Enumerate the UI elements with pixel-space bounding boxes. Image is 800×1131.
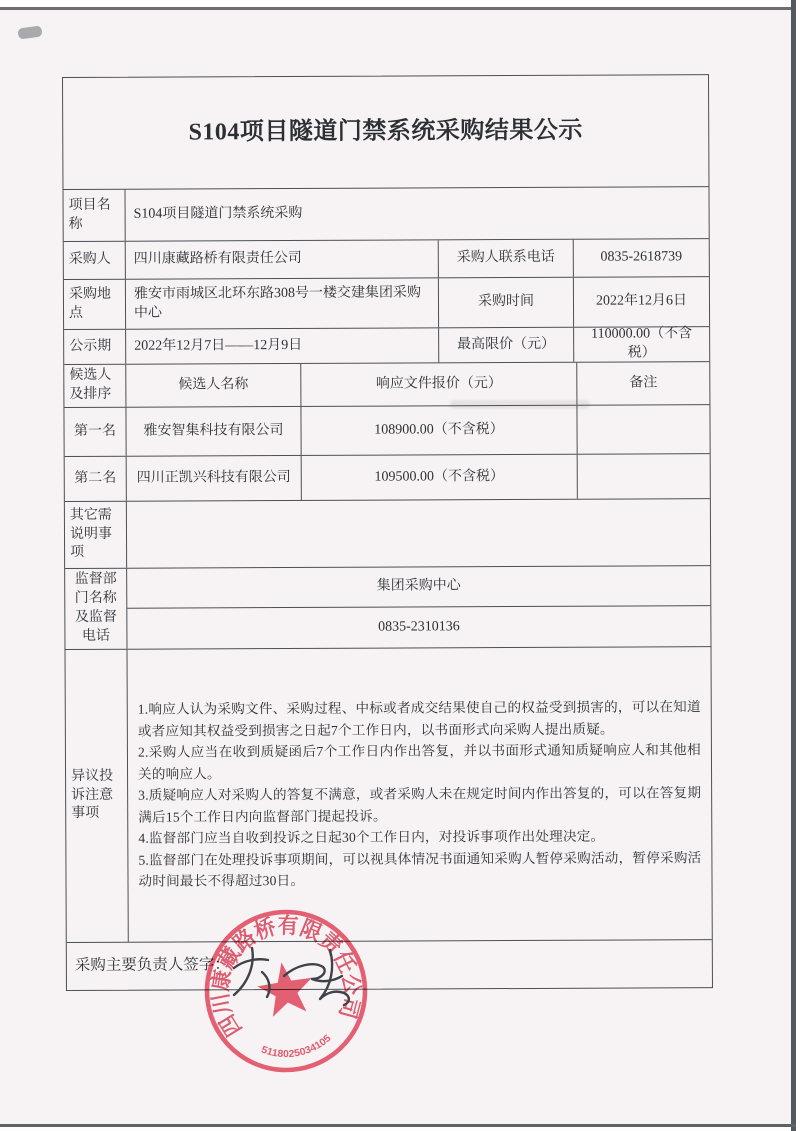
candidate-price-header: 响应文件报价（元） [300, 363, 576, 406]
purchase-time-value: 2022年12月6日 [573, 277, 709, 327]
candidate-name-header: 候选人名称 [125, 364, 300, 407]
project-name-row [63, 186, 708, 241]
purchaser-value: 四川康藏路桥有限责任公司 [125, 240, 438, 278]
objection-item-5: 5.监督部门在处理投诉事项期间，可以视具体情况书面通知采购人暂停采购活动，暂停采购活动时间最长不得超过30日。 [138, 849, 702, 889]
candidates-label: 候选人及排序 [69, 367, 112, 402]
objection-item-4: 4.监督部门应当自收到投诉之日起30个工作日内，对投诉事项作出处理决定。 [138, 828, 605, 846]
objection-label: 异议投诉注意事项 [71, 768, 114, 822]
title-row [63, 75, 708, 189]
publicity-period-label: 公示期 [69, 338, 112, 354]
seal-company-text: 四川康藏路桥有限责任公司 [207, 912, 365, 1041]
supervision-department: 集团采购中心 [376, 578, 461, 594]
candidate-1-rank: 第一名 [74, 423, 117, 439]
project-name-label: 项目名称 [68, 197, 111, 232]
document-title: S104项目隧道门禁系统采购结果公示 [188, 118, 583, 146]
objection-text [126, 647, 711, 942]
purchaser-phone-label: 采购人联系电话 [438, 240, 573, 278]
handwritten-signature [222, 938, 382, 1016]
location-row [64, 276, 709, 329]
supervision-row [65, 565, 710, 649]
procurement-result-table [62, 74, 713, 991]
objection-item-1: 1.响应人认为采购文件、采购过程、中标或者成交结果使自己的权益受到损害的，可以在知道或者应知其权益受到损害之日起7个工作日内，以书面形式向采购人提出质疑。 [137, 699, 701, 739]
purchaser-label: 采购人 [68, 251, 111, 268]
purchaser-phone-value: 0835-2618739 [573, 239, 709, 277]
candidates-header-row [64, 361, 709, 407]
other-notes-value [126, 499, 710, 568]
purchase-time-label: 采购时间 [438, 278, 573, 328]
candidate-remark-header: 备注 [576, 362, 709, 405]
objection-item-3: 3.质疑响应人对采购人的答复不满意，或者采购人未在规定时间内作出答复的，可以在答复期满后15个工作日内向监督部门提起投诉。 [138, 785, 702, 825]
publicity-period-row [64, 326, 709, 364]
signature-row [67, 939, 712, 990]
other-notes-label: 其它需说明事项 [69, 507, 113, 561]
objection-item-2: 2.采购人应当在收到质疑函后7个工作日内作出答复，并以书面形式通知质疑响应人和其他相关的响应人。 [137, 742, 701, 782]
purchaser-row [64, 238, 709, 279]
location-label: 采购地点 [68, 286, 111, 321]
max-price-label: 最高限价（元） [438, 328, 573, 363]
title-cell [63, 75, 708, 189]
candidate-2-remark [577, 454, 710, 499]
supervision-values [126, 566, 710, 649]
signature-stroke [262, 972, 269, 997]
other-notes-row [65, 498, 710, 568]
objection-row [65, 646, 711, 942]
max-price-value: 110000.00（不含税） [573, 327, 709, 362]
candidate-2-name: 四川正凯兴科技有限公司 [126, 456, 301, 501]
candidate-row-1 [64, 404, 709, 456]
publicity-period-value: 2022年12月7日——12月9日 [125, 328, 438, 363]
project-name-value: S104项目隧道门禁系统采购 [124, 187, 708, 241]
candidate-2-rank: 第二名 [74, 470, 117, 486]
signature-stroke [320, 950, 349, 1005]
location-value: 雅安市雨城区北环东路308号一楼交建集团采购中心 [125, 278, 438, 328]
candidate-1-price: 108900.00（不含税） [300, 406, 576, 455]
signature-label: 采购主要负责人签字： [74, 956, 230, 974]
candidate-1-name: 雅安智集科技有限公司 [125, 407, 300, 456]
seal-serial-text: 5118025034105 [259, 1033, 334, 1061]
candidate-2-price: 109500.00（不含税） [301, 455, 577, 500]
supervision-phone: 0835-2310136 [127, 605, 710, 649]
scan-edge-right [791, 0, 796, 1131]
supervision-label: 监督部门名称及监督电话 [74, 571, 117, 644]
scan-edge-bottom [0, 1124, 796, 1127]
signature-stroke [234, 948, 253, 995]
scan-edge-top [0, 7, 796, 10]
candidate-1-remark [576, 405, 709, 454]
candidate-row-2 [65, 453, 710, 501]
